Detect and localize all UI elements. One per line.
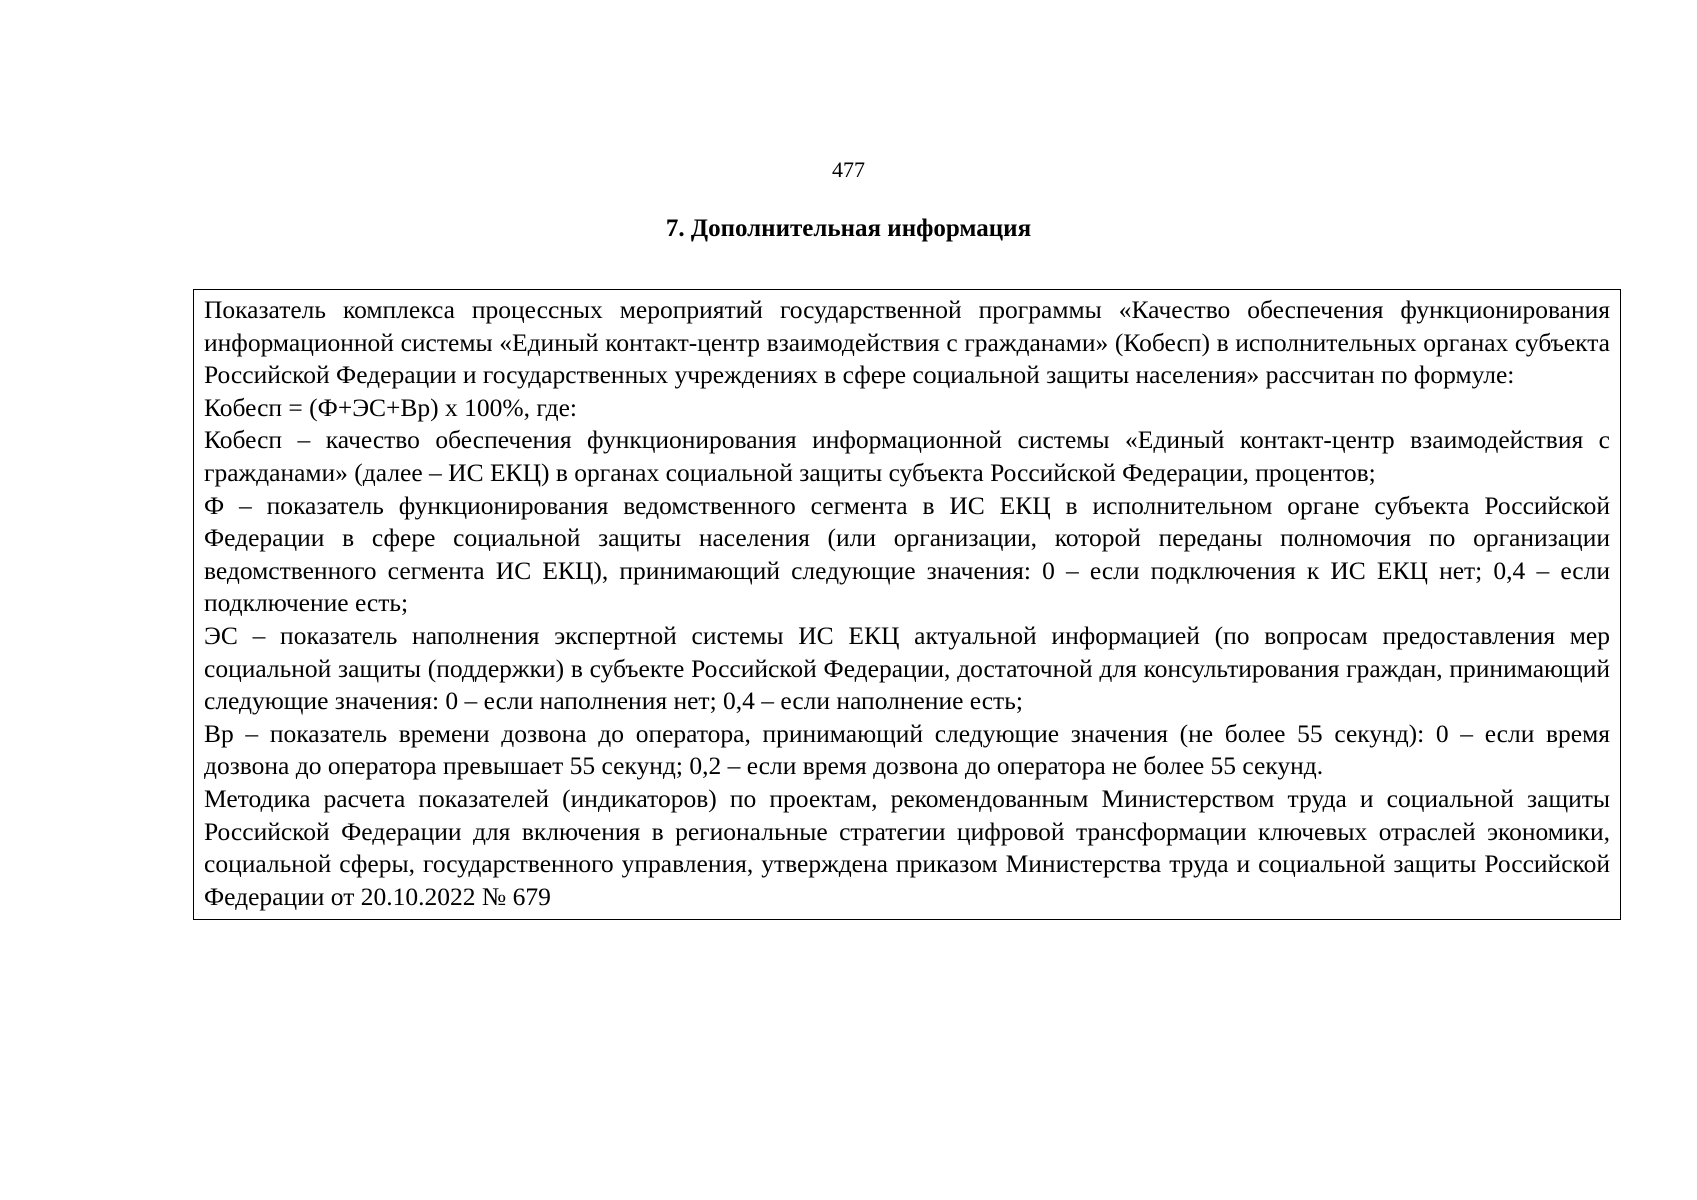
paragraph-es-definition: ЭС – показатель наполнения экспертной системы ИС ЕКЦ актуальной информацией (по вопросам предоставления мер социальной защиты (поддержки) в субъекте Российской Федерации, достаточной для консультирования граждан, принимающий следующие значения: 0 – если наполнения нет; 0,4 – если наполнение есть; <box>204 620 1610 716</box>
paragraph-f-definition: Ф – показатель функционирования ведомственного сегмента в ИС ЕКЦ в исполнительном органе субъекта Российской Федерации в сфере социальной защиты населения (или организации, которой переданы полномочия по организации ведомственного сегмента ИС ЕКЦ), принимающий следующие значения: 0 – если подключения к ИС ЕКЦ нет; 0,4 – если подключение есть; <box>204 490 1610 618</box>
paragraph-vr-definition: Вр – показатель времени дозвона до оператора, принимающий следующие значения (не более 55 секунд): 0 – если время дозвона до оператора превышает 55 секунд; 0,2 – если время дозвона до оператора не более 55 секунд. <box>204 718 1610 781</box>
additional-info-box <box>193 289 1621 920</box>
paragraph-formula: Кобесп = (Ф+ЭС+Вр) х 100%, где: <box>204 392 577 422</box>
section-title: 7. Дополнительная информация <box>665 215 1032 242</box>
paragraph-kobesp-definition: Кобесп – качество обеспечения функционирования информационной системы «Единый контакт-центр взаимодействия с гражданами» (далее – ИС ЕКЦ) в органах социальной защиты субъекта Российской Федерации, процентов; <box>204 425 1610 487</box>
paragraph-indicator-description: Показатель комплекса процессных мероприятий государственной программы «Качество обеспечения функционирования информационной системы «Единый контакт-центр взаимодействия с гражданами» (Кобесп) в исполнительных органах субъекта Российской Федерации и государственных учреждениях в сфере социальной защиты населения» рассчитан по формуле: <box>204 295 1610 390</box>
paragraph-methodology: Методика расчета показателей (индикаторов) по проектам, рекомендованным Министерством труда и социальной защиты Российской Федерации для включения в региональные стратегии цифровой трансформации ключевых отраслей экономики, социальной сферы, государственного управления, утверждена приказом Министерства труда и социальной защиты Российской Федерации от 20.10.2022 № 679 <box>204 783 1610 911</box>
page-number: 477 <box>832 157 865 182</box>
